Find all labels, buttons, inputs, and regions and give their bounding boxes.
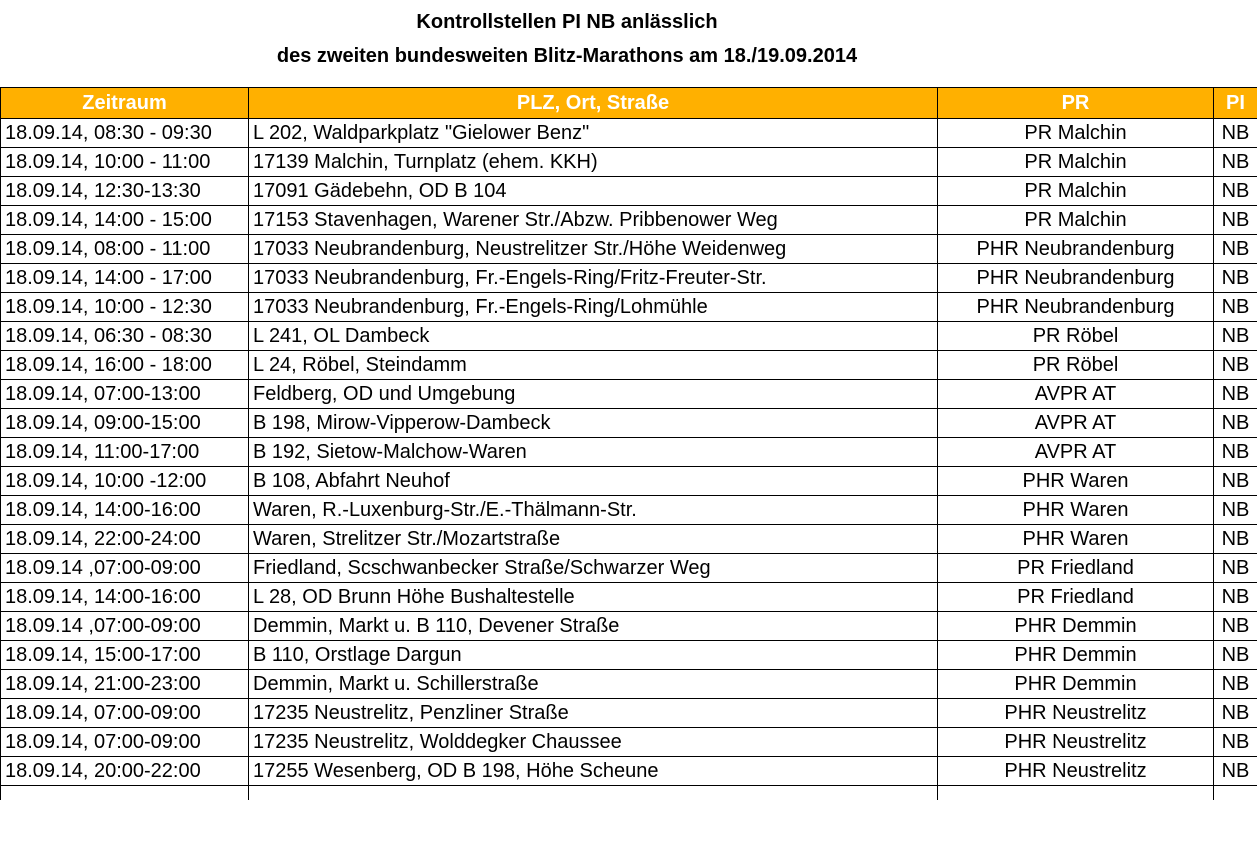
cell-pr: PHR Neustrelitz [938,728,1214,757]
table-row [1,293,1257,322]
cell-ort: Waren, Strelitzer Str./Mozartstraße [249,525,938,554]
checkpoint-table [0,87,1257,800]
cell-ort: L 24, Röbel, Steindamm [249,351,938,380]
cell-pr: PHR Demmin [938,612,1214,641]
table-row [1,641,1257,670]
cell-pi: NB [1214,583,1257,612]
table-row [1,409,1257,438]
cell-zeitraum: 18.09.14, 14:00-16:00 [1,583,249,612]
cell-pr: PR Friedland [938,583,1214,612]
cell-ort: 17255 Wesenberg, OD B 198, Höhe Scheune [249,757,938,786]
table-row [1,554,1257,583]
table-row [1,525,1257,554]
header-pi: PI [1214,88,1257,119]
cell-pr: PHR Neustrelitz [938,699,1214,728]
cell-pi: NB [1214,496,1257,525]
cell-pr: PHR Neubrandenburg [938,293,1214,322]
cell-pr: PR Röbel [938,351,1214,380]
cell-pr: PR Malchin [938,206,1214,235]
cell-zeitraum: 18.09.14, 14:00 - 17:00 [1,264,249,293]
table-row [1,206,1257,235]
cell-zeitraum: 18.09.14, 09:00-15:00 [1,409,249,438]
table-row [1,670,1257,699]
table-row [1,583,1257,612]
cell-pr: PHR Waren [938,467,1214,496]
table-row [1,496,1257,525]
cell-zeitraum: 18.09.14, 07:00-13:00 [1,380,249,409]
table-row [1,757,1257,786]
cell-zeitraum: 18.09.14, 16:00 - 18:00 [1,351,249,380]
header-zeitraum: Zeitraum [1,88,249,119]
table-row [1,380,1257,409]
cell-zeitraum: 18.09.14, 21:00-23:00 [1,670,249,699]
cell-pi: NB [1214,206,1257,235]
empty-cell [249,786,938,800]
cell-ort: 17033 Neubrandenburg, Fr.-Engels-Ring/Fritz-Freuter-Str. [249,264,938,293]
table-body [1,119,1257,800]
cell-zeitraum: 18.09.14, 12:30-13:30 [1,177,249,206]
cell-zeitraum: 18.09.14, 14:00-16:00 [1,496,249,525]
cell-pr: PR Malchin [938,148,1214,177]
table-header-row [1,88,1257,119]
cell-ort: B 110, Orstlage Dargun [249,641,938,670]
cell-pi: NB [1214,554,1257,583]
cell-pr: PHR Waren [938,525,1214,554]
cell-ort: Demmin, Markt u. B 110, Devener Straße [249,612,938,641]
document-title: Kontrollstellen PI NB anlässlich [416,11,718,33]
cell-pi: NB [1214,728,1257,757]
cell-pi: NB [1214,438,1257,467]
cell-pr: PHR Neubrandenburg [938,235,1214,264]
cell-pi: NB [1214,467,1257,496]
cell-pr: AVPR AT [938,409,1214,438]
table-row [1,148,1257,177]
cell-zeitraum: 18.09.14, 07:00-09:00 [1,728,249,757]
cell-pi: NB [1214,322,1257,351]
cell-pr: PHR Neustrelitz [938,757,1214,786]
cell-pi: NB [1214,699,1257,728]
cell-ort: B 108, Abfahrt Neuhof [249,467,938,496]
cell-pr: PR Malchin [938,119,1214,148]
header-ort: PLZ, Ort, Straße [249,88,938,119]
empty-cell [938,786,1214,800]
cell-ort: Waren, R.-Luxenburg-Str./E.-Thälmann-Str. [249,496,938,525]
cell-zeitraum: 18.09.14, 20:00-22:00 [1,757,249,786]
cell-ort: B 198, Mirow-Vipperow-Dambeck [249,409,938,438]
header-pr: PR [938,88,1214,119]
cell-zeitraum: 18.09.14 ,07:00-09:00 [1,554,249,583]
cell-pi: NB [1214,525,1257,554]
cell-ort: 17139 Malchin, Turnplatz (ehem. KKH) [249,148,938,177]
cell-ort: 17033 Neubrandenburg, Neustrelitzer Str./Höhe Weidenweg [249,235,938,264]
cell-pi: NB [1214,612,1257,641]
cell-zeitraum: 18.09.14, 10:00 - 11:00 [1,148,249,177]
cell-pr: PHR Neubrandenburg [938,264,1214,293]
cell-ort: L 28, OD Brunn Höhe Bushaltestelle [249,583,938,612]
cell-pi: NB [1214,670,1257,699]
table-row [1,728,1257,757]
cell-ort: 17153 Stavenhagen, Warener Str./Abzw. Pribbenower Weg [249,206,938,235]
cell-zeitraum: 18.09.14, 07:00-09:00 [1,699,249,728]
cell-ort: 17033 Neubrandenburg, Fr.-Engels-Ring/Lohmühle [249,293,938,322]
cell-pr: PHR Waren [938,496,1214,525]
cell-zeitraum: 18.09.14, 10:00 - 12:30 [1,293,249,322]
cell-ort: B 192, Sietow-Malchow-Waren [249,438,938,467]
cell-pi: NB [1214,264,1257,293]
document-subtitle: des zweiten bundesweiten Blitz-Marathons am 18./19.09.2014 [276,45,858,67]
table-row [1,612,1257,641]
cell-ort: Friedland, Scschwanbecker Straße/Schwarzer Weg [249,554,938,583]
cell-zeitraum: 18.09.14, 22:00-24:00 [1,525,249,554]
cell-zeitraum: 18.09.14, 15:00-17:00 [1,641,249,670]
cell-pr: AVPR AT [938,380,1214,409]
cell-zeitraum: 18.09.14, 14:00 - 15:00 [1,206,249,235]
cell-zeitraum: 18.09.14, 08:00 - 11:00 [1,235,249,264]
cell-ort: Demmin, Markt u. Schillerstraße [249,670,938,699]
cell-pi: NB [1214,351,1257,380]
table-row [1,235,1257,264]
cell-ort: Feldberg, OD und Umgebung [249,380,938,409]
cell-pi: NB [1214,293,1257,322]
table-row [1,438,1257,467]
table-row [1,322,1257,351]
table-row [1,699,1257,728]
cell-ort: 17235 Neustrelitz, Wolddegker Chaussee [249,728,938,757]
cell-pr: PR Friedland [938,554,1214,583]
cell-pi: NB [1214,119,1257,148]
cell-ort: 17235 Neustrelitz, Penzliner Straße [249,699,938,728]
table-row [1,177,1257,206]
cell-zeitraum: 18.09.14, 08:30 - 09:30 [1,119,249,148]
cell-pi: NB [1214,148,1257,177]
cell-pi: NB [1214,409,1257,438]
cell-pi: NB [1214,177,1257,206]
cell-pi: NB [1214,235,1257,264]
cell-ort: 17091 Gädebehn, OD B 104 [249,177,938,206]
cell-zeitraum: 18.09.14, 06:30 - 08:30 [1,322,249,351]
cell-pr: AVPR AT [938,438,1214,467]
table-row [1,264,1257,293]
cell-pi: NB [1214,380,1257,409]
cell-pi: NB [1214,641,1257,670]
cell-zeitraum: 18.09.14, 10:00 -12:00 [1,467,249,496]
cell-pr: PR Röbel [938,322,1214,351]
table-row [1,119,1257,148]
table-row [1,467,1257,496]
cell-zeitraum: 18.09.14, 11:00-17:00 [1,438,249,467]
empty-cell [1,786,249,800]
table-row-empty [1,786,1257,800]
cell-ort: L 241, OL Dambeck [249,322,938,351]
cell-zeitraum: 18.09.14 ,07:00-09:00 [1,612,249,641]
cell-ort: L 202, Waldparkplatz "Gielower Benz" [249,119,938,148]
cell-pr: PHR Demmin [938,670,1214,699]
cell-pi: NB [1214,757,1257,786]
empty-cell [1214,786,1257,800]
table-row [1,351,1257,380]
cell-pr: PR Malchin [938,177,1214,206]
cell-pr: PHR Demmin [938,641,1214,670]
